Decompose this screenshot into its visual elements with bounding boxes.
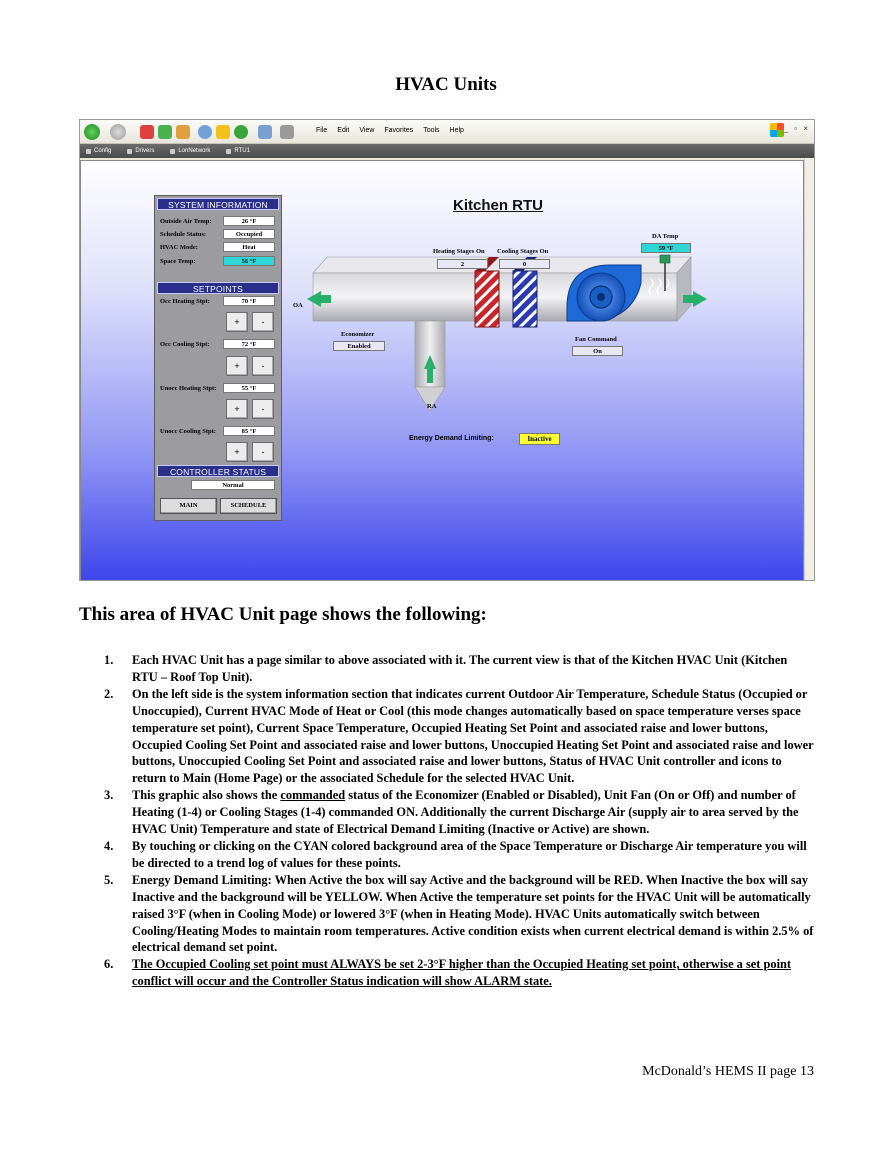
schedule-status-label: Schedule Status:: [160, 231, 207, 238]
unocc-cooling-label: Unocc Cooling Stpt:: [160, 428, 216, 435]
page-title: HVAC Units: [395, 74, 497, 95]
vertical-scrollbar[interactable]: [804, 158, 814, 581]
energy-demand-limiting-label: Energy Demand Limiting:: [409, 435, 494, 442]
rtu-title: Kitchen RTU: [453, 197, 543, 214]
unocc-cooling-raise-button[interactable]: +: [226, 442, 248, 462]
list-item: 5. Energy Demand Limiting: When Active the box will say Active and the background will be RED. When Inactive the box will say Inactive and the background will be YELLOW. When Active the temperature set points for the HVAC Unit will be automatically raised 3°F (when in Cooling Mode) or lowered 3°F (when in Heating Mode). HVAC Units automatically switch between Cooling/Heating Modes to maintain room temperatures. Active condition exists when current electrical demand is within 2.5% of electrical demand set point.: [104, 872, 814, 955]
setpoints-header: SETPOINTS: [157, 282, 279, 294]
unocc-heating-label: Unocc Heating Stpt:: [160, 385, 217, 392]
occ-heating-label: Occ Heating Stpt:: [160, 298, 210, 305]
da-temp-label: DA Temp: [652, 233, 679, 240]
occ-cooling-value: 72 °F: [223, 339, 275, 349]
controller-status-value: Normal: [191, 480, 275, 490]
hvac-screenshot: [79, 119, 815, 581]
oa-label: OA: [293, 302, 303, 309]
ra-label: RA: [427, 403, 437, 410]
config-icon: [86, 149, 91, 154]
back-icon[interactable]: [84, 124, 100, 140]
window-controls-icon[interactable]: _ ▫ ×: [783, 124, 810, 133]
browser-toolbar: [80, 120, 814, 144]
system-information-header: SYSTEM INFORMATION: [157, 198, 279, 210]
occ-cooling-label: Occ Cooling Stpt:: [160, 341, 210, 348]
outside-air-temp-label: Outside Air Temp:: [160, 218, 212, 225]
stop-icon[interactable]: [140, 125, 154, 139]
unocc-heating-lower-button[interactable]: -: [252, 399, 274, 419]
schedule-status-value: Occupied: [223, 229, 275, 239]
schedule-button[interactable]: SCHEDULE: [220, 498, 277, 514]
controller-status-header: CONTROLLER STATUS: [157, 465, 279, 477]
search-icon[interactable]: [198, 125, 212, 139]
unocc-heating-value: 55 °F: [223, 383, 275, 393]
heating-stages-value: 2: [437, 259, 488, 269]
energy-demand-limiting-value: Inactive: [519, 433, 560, 445]
description-list: [104, 652, 816, 990]
cooling-stages-value: 0: [499, 259, 550, 269]
unocc-cooling-value: 85 °F: [223, 426, 275, 436]
unocc-heating-raise-button[interactable]: +: [226, 399, 248, 419]
occ-heating-value: 70 °F: [223, 296, 275, 306]
outside-air-temp-value: 26 °F: [223, 216, 275, 226]
tab-drivers[interactable]: Drivers: [127, 148, 154, 154]
refresh-icon[interactable]: [158, 125, 172, 139]
list-item: 2. On the left side is the system information section that indicates current Outdoor Air Temperature, Schedule Status (Occupied or Unoccupied), Current HVAC Mode of Heat or Cool (this mode changes automatically based on space temperature verses space temperature set point), Current Space Temperature, Occupied Heating Set Point and associated raise and lower buttons, Occupied Cooling Set Point and associated raise and lower buttons, Unoccupied Heating Set Point and associated raise and lower buttons, Unoccupied Cooling Set Point and associated raise and lower buttons, Status of HVAC Unit controller and icons to return to Main (Home Page) or the associated Schedule for the selected HVAC Unit.: [104, 686, 814, 786]
economizer-value: Enabled: [333, 341, 385, 351]
economizer-label: Economizer: [341, 331, 375, 338]
page-footer: McDonald’s HEMS II page 13: [642, 1064, 814, 1079]
space-temp-value[interactable]: 56 °F: [223, 256, 275, 266]
mail-icon[interactable]: [258, 125, 272, 139]
occ-heating-lower-button[interactable]: -: [252, 312, 274, 332]
windows-logo-icon: [770, 123, 784, 137]
section-heading: This area of HVAC Unit page shows the following:: [79, 604, 487, 625]
fan-command-value: On: [572, 346, 623, 356]
hvac-mode-value: Heat: [223, 242, 275, 252]
occ-cooling-lower-button[interactable]: -: [252, 356, 274, 376]
menu-bar: [316, 127, 464, 134]
lonnetwork-icon: [170, 149, 175, 154]
heating-stages-label: Heating Stages On: [433, 248, 485, 255]
occ-heating-raise-button[interactable]: +: [226, 312, 248, 332]
print-icon[interactable]: [280, 125, 294, 139]
rtu1-icon: [226, 149, 231, 154]
home-icon[interactable]: [176, 125, 190, 139]
list-item: 3. This graphic also shows the commanded status of the Economizer (Enabled or Disabled), Unit Fan (On or Off) and number of Heating (1-4) or Cooling Stages (1-4) commanded ON. Additionally the current Discharge Air (supply air to area served by the HVAC Unit) Temperature and state of Electrical Demand Limiting (Inactive or Active) are shown.: [104, 788, 799, 837]
list-item: 1. Each HVAC Unit has a page similar to above associated with it. The current view is that of the Kitchen HVAC Unit (Kitchen RTU – Roof Top Unit).: [104, 653, 788, 684]
menu-file[interactable]: File: [316, 127, 328, 134]
menu-help[interactable]: Help: [449, 127, 464, 134]
tab-rtu1[interactable]: RTU1: [226, 148, 250, 154]
hvac-app-canvas: [80, 160, 804, 581]
unocc-cooling-lower-button[interactable]: -: [252, 442, 274, 462]
list-item: 4. By touching or clicking on the CYAN colored background area of the Space Temperature or Discharge Air temperature you will be directed to a trend log of values for these points.: [104, 838, 807, 870]
menu-view[interactable]: View: [359, 127, 375, 134]
menu-favorites[interactable]: Favorites: [384, 127, 414, 134]
tab-bar: [80, 144, 814, 158]
tab-config[interactable]: Config: [86, 148, 111, 154]
menu-tools[interactable]: Tools: [423, 127, 440, 134]
da-temp-value[interactable]: 59 °F: [641, 243, 691, 253]
tab-lonnetwork[interactable]: LonNetwork: [170, 148, 210, 154]
history-icon[interactable]: [234, 125, 248, 139]
forward-icon[interactable]: [110, 124, 126, 140]
hvac-mode-label: HVAC Mode:: [160, 244, 198, 251]
space-temp-label: Space Temp:: [160, 258, 196, 265]
drivers-icon: [127, 149, 132, 154]
main-button[interactable]: MAIN: [160, 498, 217, 514]
list-item: 6. The Occupied Cooling set point must ALWAYS be set 2-3°F higher than the Occupied Heating set point, otherwise a set point conflict will occur and the Controller Status indication will show ALARM state.: [104, 957, 792, 989]
cooling-stages-label: Cooling Stages On: [497, 248, 549, 255]
favorites-icon[interactable]: [216, 125, 230, 139]
fan-command-label: Fan Command: [575, 336, 617, 343]
menu-edit[interactable]: Edit: [337, 127, 350, 134]
occ-cooling-raise-button[interactable]: +: [226, 356, 248, 376]
